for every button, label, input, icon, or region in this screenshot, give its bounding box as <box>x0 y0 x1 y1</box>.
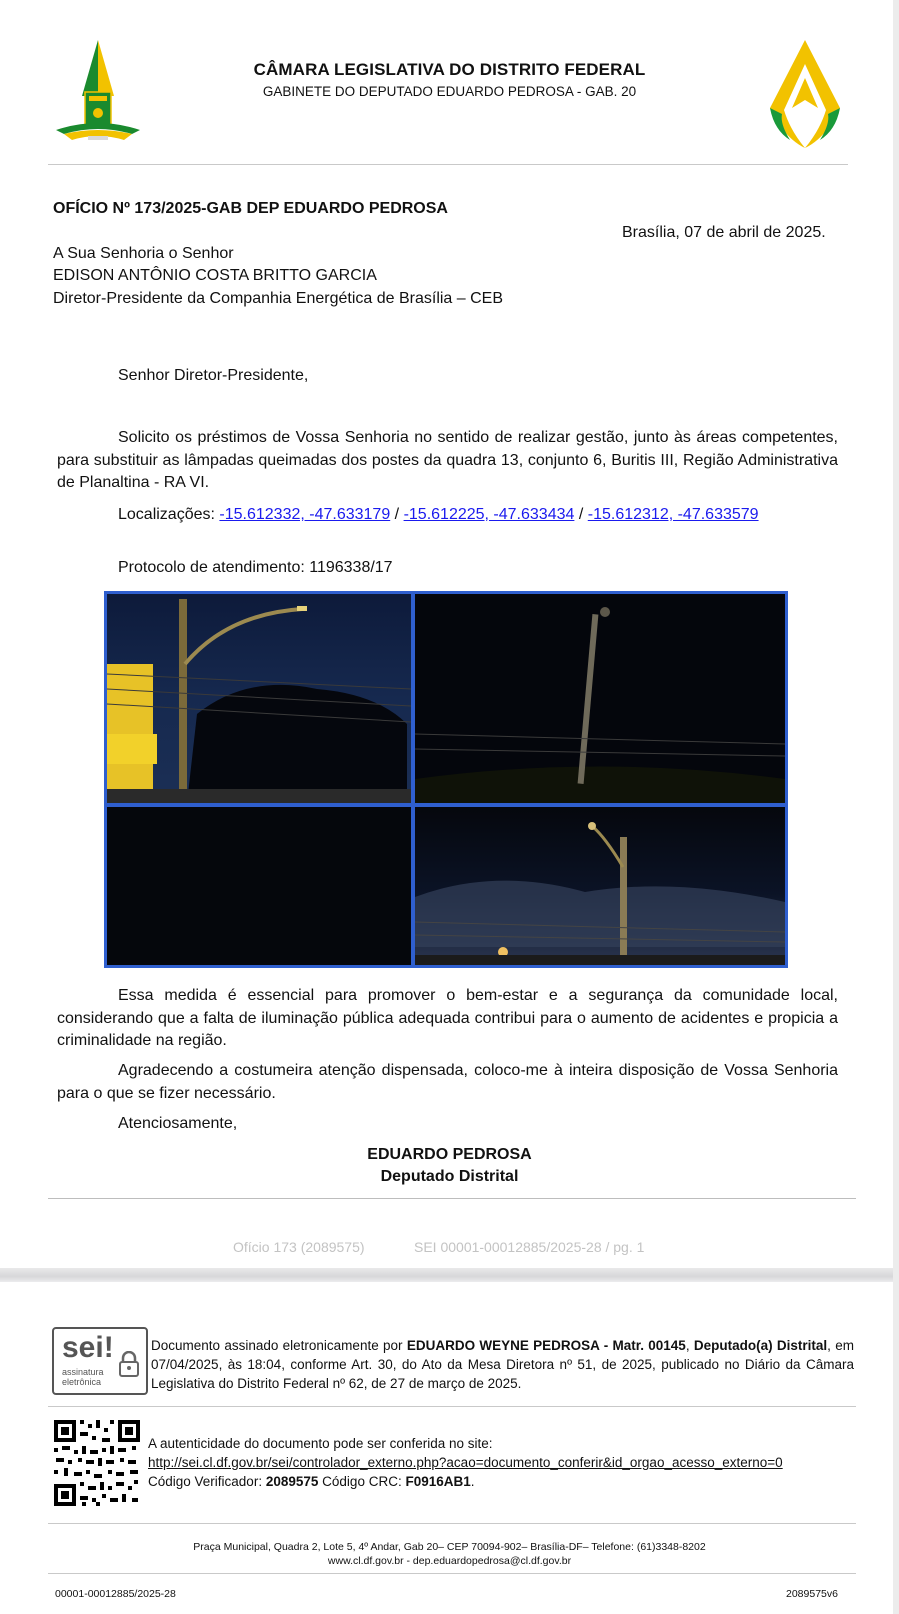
location-link-3[interactable]: -15.612312, -47.633579 <box>587 506 759 523</box>
photo-dark-pole-2 <box>415 807 785 965</box>
doc-reference: Ofício 173 (2089575) <box>233 1239 365 1255</box>
locations-label: Localizações: <box>118 506 215 523</box>
sei-reference: SEI 00001-00012885/2025-28 / pg. 1 <box>414 1239 645 1255</box>
verification-url[interactable]: http://sei.cl.df.gov.br/sei/controlador_externo.php?acao=documento_conferir&id_orgao_acesso_externo=0 <box>148 1455 783 1470</box>
oficio-number: OFÍCIO Nº 173/2025-GAB DEP EDUARDO PEDROSA <box>53 200 448 217</box>
paragraph-thanks: Agradecendo a costumeira atenção dispensada, coloco-me à inteira disposição de Vossa Senhoria para o que se fizer necessário. <box>57 1062 838 1102</box>
salutation: Senhor Diretor-Presidente, <box>118 367 309 384</box>
signer-role: Deputado Distrital <box>380 1168 519 1185</box>
signer-name: EDUARDO PEDROSA <box>367 1146 532 1163</box>
header-divider <box>48 164 848 165</box>
locations-line <box>118 504 759 526</box>
location-link-2[interactable]: -15.612225, -47.633434 <box>403 506 575 523</box>
protocol-number: Protocolo de atendimento: 1196338/17 <box>118 559 393 576</box>
photo-dark-pole-1 <box>415 594 785 803</box>
lock-icon <box>118 1351 140 1377</box>
paragraph-justification: Essa medida é essencial para promover o bem-estar e a segurança da comunidade local, considerando que a falta de iluminação pública adequada contribui para o aumento de acidentes e propicia a criminalidade na região. <box>57 987 838 1049</box>
photo-grid <box>104 591 788 968</box>
separator: / <box>394 506 400 523</box>
recipient-name: EDISON ANTÔNIO COSTA BRITTO GARCIA <box>53 267 377 284</box>
qr-code-icon[interactable] <box>52 1418 142 1508</box>
photo-street-pole-dusk <box>107 594 411 803</box>
bottom-divider <box>48 1573 856 1574</box>
signature-page <box>0 1282 899 1614</box>
signature-divider <box>48 1198 856 1199</box>
address-divider <box>48 1523 856 1524</box>
document-version: 2089575v6 <box>786 1588 838 1600</box>
office-subtitle: GABINETE DO DEPUTADO EDUARDO PEDROSA - GAB. 20 <box>262 84 637 99</box>
signature-text: Documento assinado eletronicamente por EDUARDO WEYNE PEDROSA - Matr. 00145, Deputado(a) Distrital, em 07/04/2025, às 18:04, conforme Art. 30, do Ato da Mesa Diretora nº 51, de 2025, publicado no Diário da Câmara Legislativa do Distrito Federal nº 62, de 27 de março de 2025. <box>151 1338 854 1391</box>
closing: Atenciosamente, <box>118 1115 238 1132</box>
page-break <box>0 1268 899 1282</box>
location-link-1[interactable]: -15.612332, -47.633179 <box>219 506 391 523</box>
paragraph-request: Solicito os préstimos de Vossa Senhoria no sentido de realizar gestão, junto às áreas competentes, para substituir as lâmpadas queimadas dos postes da quadra 13, conjunto 6, Buritis III, Região Administrativa de Planaltina - RA VI. <box>57 429 838 491</box>
sei-signature-logo-icon: sei! assinatura eletrônica <box>52 1327 148 1395</box>
verification-intro: A autenticidade do documento pode ser conferida no site: <box>148 1436 493 1451</box>
photo-dark-street <box>107 807 411 965</box>
recipient-line: A Sua Senhoria o Senhor <box>53 245 234 262</box>
institution-title: CÂMARA LEGISLATIVA DO DISTRITO FEDERAL <box>253 60 646 79</box>
verification-divider <box>48 1406 856 1407</box>
contact-line: www.cl.df.gov.br - dep.eduardopedrosa@cl.df.gov.br <box>327 1555 572 1567</box>
letter-date: Brasília, 07 de abril de 2025. <box>622 224 826 241</box>
verification-codes: Código Verificador: 2089575 Código CRC: F0916AB1. <box>148 1474 475 1489</box>
recipient-role: Diretor-Presidente da Companhia Energética de Brasília – CEB <box>53 290 504 307</box>
separator: / <box>578 506 584 523</box>
viewer-edge <box>893 0 899 1614</box>
process-number: 00001-00012885/2025-28 <box>55 1588 176 1600</box>
address-line: Praça Municipal, Quadra 2, Lote 5, 4º Andar, Gab 20– CEP 70094-902– Brasília-DF– Telefone: (61)3348-8202 <box>193 1541 706 1553</box>
